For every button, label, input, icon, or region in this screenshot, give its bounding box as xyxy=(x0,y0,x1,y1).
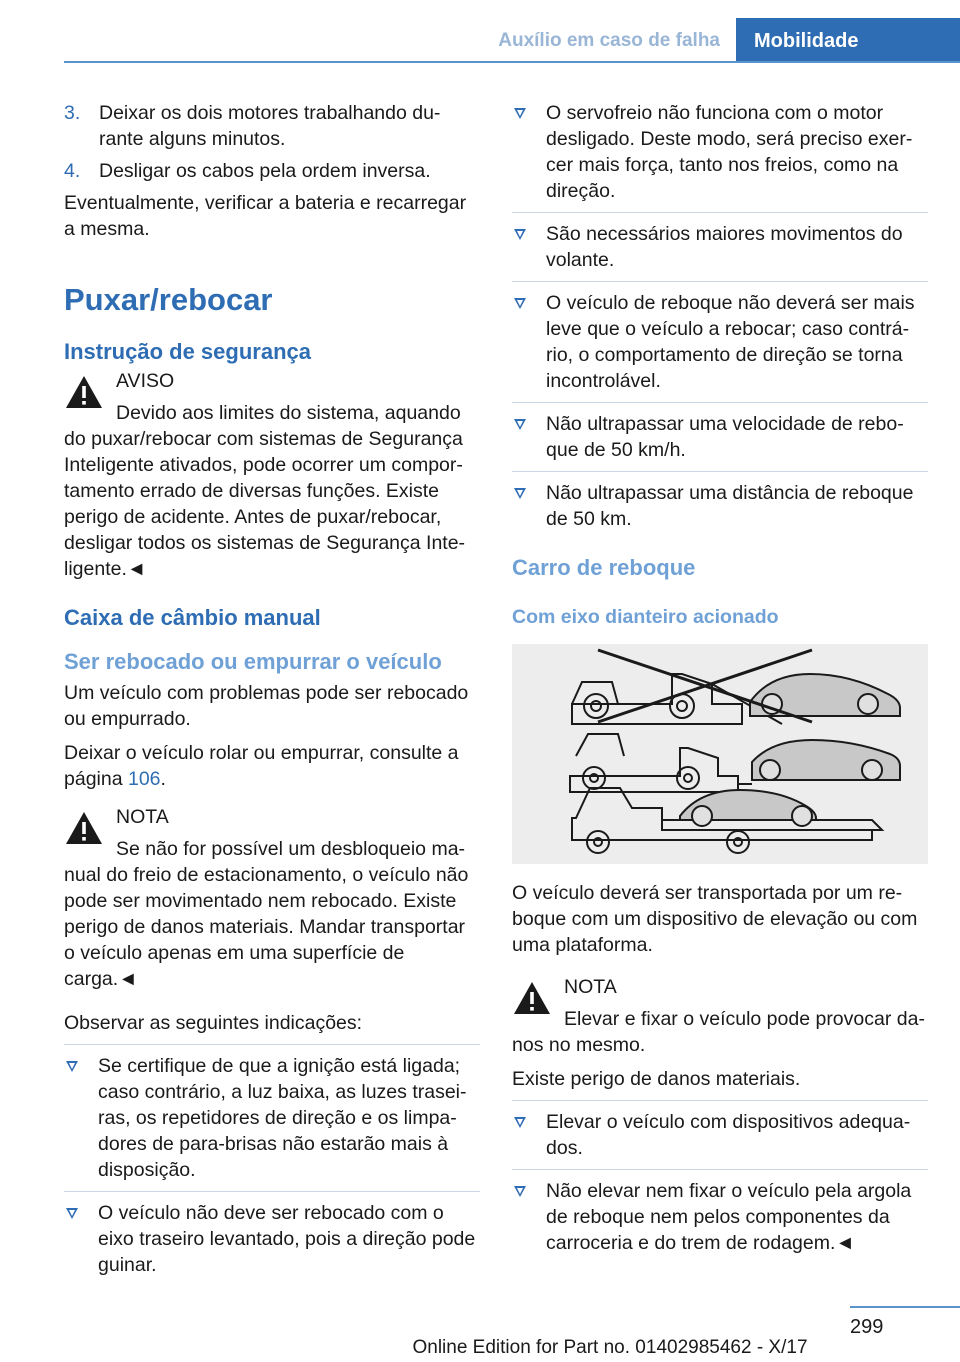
list-item-text: Elevar o veículo com dispositivos adequa-dos. xyxy=(546,1111,911,1159)
tow-paragraph: Um veículo com problemas pode ser rebocado ou empurrado. xyxy=(64,682,469,730)
note-block xyxy=(512,974,928,1058)
bullet-triangle-icon xyxy=(514,229,526,240)
right-column xyxy=(512,100,928,1262)
bullet-triangle-icon xyxy=(514,1117,526,1128)
tow-trucks-drawing xyxy=(512,644,928,864)
step-number: 3. xyxy=(64,102,81,124)
observe-paragraph: Observar as seguintes indicações: xyxy=(64,1012,363,1034)
page-link[interactable]: 106 xyxy=(127,768,161,790)
list-item-text: Não elevar nem fixar o veículo pela argola de reboque nem pelos componentes da carroceria e do trem de rodagem.◄ xyxy=(546,1180,912,1254)
list-item-text: O veículo não deve ser rebocado com o eixo traseiro levantado, pois a direção pode guinar. xyxy=(98,1202,476,1276)
bullet-divider xyxy=(512,281,928,282)
note-text: nual do freio de estacionamento, o veículo não pode ser movimentado nem rebocado. Existe perigo de danos materiais. Mandar transportar o veículo apenas em uma superfície de carga.◄ xyxy=(64,864,469,990)
list-item xyxy=(512,1109,928,1161)
roll-text-end: . xyxy=(160,768,166,790)
step-text: Deixar os dois motores trabalhando du-rante alguns minutos. xyxy=(99,102,441,150)
note-label: NOTA xyxy=(564,976,617,998)
step-4 xyxy=(64,158,480,184)
header-section-title: Auxílio em caso de falha xyxy=(498,30,720,51)
warning-label: AVISO xyxy=(116,370,175,392)
roll-text: Deixar o veículo rolar ou empurrar, consulte a página xyxy=(64,742,459,790)
bullet-triangle-icon xyxy=(66,1061,78,1072)
safety-heading: Instrução de segurança xyxy=(64,339,311,364)
list-item xyxy=(512,100,928,204)
left-column xyxy=(64,100,480,1284)
bullet-divider xyxy=(512,1100,928,1101)
list-item xyxy=(512,290,928,394)
list-item-text: Não ultrapassar uma velocidade de rebo-que de 50 km/h. xyxy=(546,413,904,461)
page-number: 299 xyxy=(850,1316,884,1338)
note-text: nos no mesmo. xyxy=(512,1034,646,1056)
warning-icon xyxy=(64,374,104,410)
bullet-triangle-icon xyxy=(514,1186,526,1197)
note-label: NOTA xyxy=(116,806,169,828)
warning-icon xyxy=(64,810,104,846)
list-item-text: Não ultrapassar uma distância de reboque de 50 km. xyxy=(546,482,914,530)
tow-car-heading: Carro de reboque xyxy=(512,555,696,580)
header-rule xyxy=(64,61,960,63)
list-item xyxy=(512,1178,928,1256)
list-item xyxy=(64,1200,480,1278)
note-block xyxy=(64,804,480,992)
list-item xyxy=(512,480,928,532)
bullet-triangle-icon xyxy=(514,488,526,499)
roll-paragraph xyxy=(64,740,480,792)
warning-block xyxy=(64,368,480,582)
bullet-triangle-icon xyxy=(66,1208,78,1219)
list-item xyxy=(512,221,928,273)
list-item-text: O servofreio não funciona com o motor desligado. Deste modo, será preciso exer-cer mais força, tanto nos freios, como na direção. xyxy=(546,102,913,202)
header-chapter-tab: Mobilidade xyxy=(736,18,960,62)
manual-gearbox-heading: Caixa de câmbio manual xyxy=(64,605,321,630)
list-item-text: O veículo de reboque não deverá ser mais leve que o veículo a rebocar; caso contrá-rio, o comportamento de direção se torna incontrolável. xyxy=(546,292,915,392)
front-axle-heading: Com eixo dianteiro acionado xyxy=(512,606,779,628)
bullet-divider xyxy=(64,1044,480,1045)
note-first-line: Se não for possível um desbloqueio ma- xyxy=(116,838,466,860)
footer-rule xyxy=(850,1306,960,1308)
towing-illustration xyxy=(512,644,928,864)
transport-paragraph: O veículo deverá ser transportada por um re-boque com um dispositivo de elevação ou com uma plataforma. xyxy=(512,882,918,956)
bullet-divider xyxy=(512,402,928,403)
warning-text: do puxar/rebocar com sistemas de Segurança Inteligente ativados, pode ocorrer um compor-tamento errado de diversas funções. Existe perigo de acidente. Antes de puxar/rebocar, desligar todos os sistemas de Segurança Inte-ligente.◄ xyxy=(64,428,466,580)
list-item-text: Se certifique de que a ignição está ligada; caso contrário, a luz baixa, as luzes trasei-ras, os repetidores de direção e os limpa-dores de para-brisas não estarão mais à disposição. xyxy=(98,1055,467,1181)
warning-icon xyxy=(512,980,552,1016)
note-first-line: Elevar e fixar o veículo pode provocar da- xyxy=(564,1008,925,1030)
bullet-triangle-icon xyxy=(514,108,526,119)
list-item-text: São necessários maiores movimentos do volante. xyxy=(546,223,903,271)
warning-first-line: Devido aos limites do sistema, aquando xyxy=(116,402,461,424)
tow-push-heading: Ser rebocado ou empurrar o veículo xyxy=(64,649,442,674)
list-item xyxy=(64,1053,480,1183)
footer-edition: Online Edition for Part no. 01402985462 - X/17 xyxy=(412,1337,808,1358)
bullet-triangle-icon xyxy=(514,419,526,430)
bullet-divider xyxy=(512,1169,928,1170)
step-3 xyxy=(64,100,480,152)
list-item xyxy=(512,411,928,463)
step-number: 4. xyxy=(64,160,81,182)
bullet-triangle-icon xyxy=(514,298,526,309)
battery-paragraph: Eventualmente, verificar a bateria e recarregar a mesma. xyxy=(64,192,467,240)
damage-paragraph: Existe perigo de danos materiais. xyxy=(512,1068,801,1090)
page-title: Puxar/rebocar xyxy=(64,282,273,317)
step-text: Desligar os cabos pela ordem inversa. xyxy=(99,160,431,182)
bullet-divider xyxy=(64,1191,480,1192)
bullet-divider xyxy=(512,471,928,472)
bullet-divider xyxy=(512,212,928,213)
